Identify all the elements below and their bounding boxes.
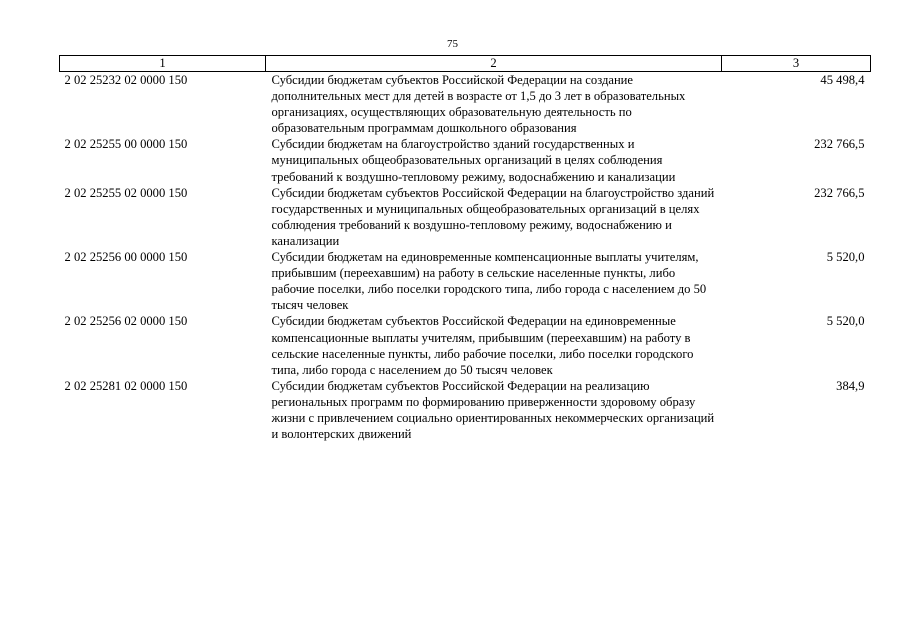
budget-amount: 232 766,5 (814, 185, 865, 200)
table-row (60, 136, 871, 184)
budget-amount: 45 498,4 (820, 73, 865, 87)
budget-description: Субсидии бюджетам субъектов Российской Федерации на реализацию региональных программ по формированию приверженности здоровому образу жизни с привлечением социально ориентированных некоммерческих организаций и волонтерских движений (271, 378, 715, 442)
budget-description: Субсидии бюджетам субъектов Российской Федерации на единовременные компенсационные выплаты учителям, прибывшим (переехавшим) на работу в сельские населенные пункты, либо рабочие поселки, либо поселки городского типа, либо города с населением до 50 тысяч человек (271, 314, 694, 377)
table-header-row (60, 56, 871, 72)
table-row (60, 185, 871, 249)
page-number: 75 (447, 38, 458, 50)
budget-description: Субсидии бюджетам на благоустройство зданий государственных и муниципальных общеобразовательных организаций в целях соблюдения требований к воздушно-тепловому режиму, водоснабжению и канализации (271, 137, 676, 184)
budget-code: 2 02 25256 00 0000 150 (64, 250, 188, 265)
table-row (60, 72, 871, 137)
budget-description: Субсидии бюджетам на единовременные компенсационные выплаты учителям, прибывшим (переехавшим) на работу в сельские населенные пункты, либо рабочие поселки, либо поселки городского типа, либо города с населением до 50 тысяч человек (271, 250, 707, 313)
budget-amount: 5 520,0 (826, 250, 865, 265)
column-header-2: 2 (266, 56, 722, 72)
budget-code: 2 02 25281 02 0000 150 (64, 378, 188, 393)
budget-table (59, 55, 871, 442)
budget-amount: 5 520,0 (826, 314, 865, 329)
budget-code: 2 02 25232 02 0000 150 (64, 73, 188, 87)
budget-description: Субсидии бюджетам субъектов Российской Федерации на благоустройство зданий государственных и муниципальных общеобразовательных организаций в целях соблюдения требований к воздушно-тепловому режиму, водоснабжению и канализации (271, 185, 715, 248)
budget-code: 2 02 25255 02 0000 150 (64, 185, 188, 200)
column-header-1: 1 (60, 56, 266, 72)
budget-amount: 232 766,5 (814, 137, 865, 152)
budget-code: 2 02 25255 00 0000 150 (64, 137, 188, 152)
budget-code: 2 02 25256 02 0000 150 (64, 314, 188, 329)
budget-amount: 384,9 (836, 378, 865, 393)
table-row (60, 249, 871, 313)
table-row (60, 313, 871, 377)
budget-description: Субсидии бюджетам субъектов Российской Федерации на создание дополнительных мест для детей в возрасте от 1,5 до 3 лет в образовательных организациях, осуществляющих образовательную деятельность по образовательным программам дошкольного образования (271, 73, 686, 136)
table-row (60, 378, 871, 442)
column-header-3: 3 (722, 56, 871, 72)
